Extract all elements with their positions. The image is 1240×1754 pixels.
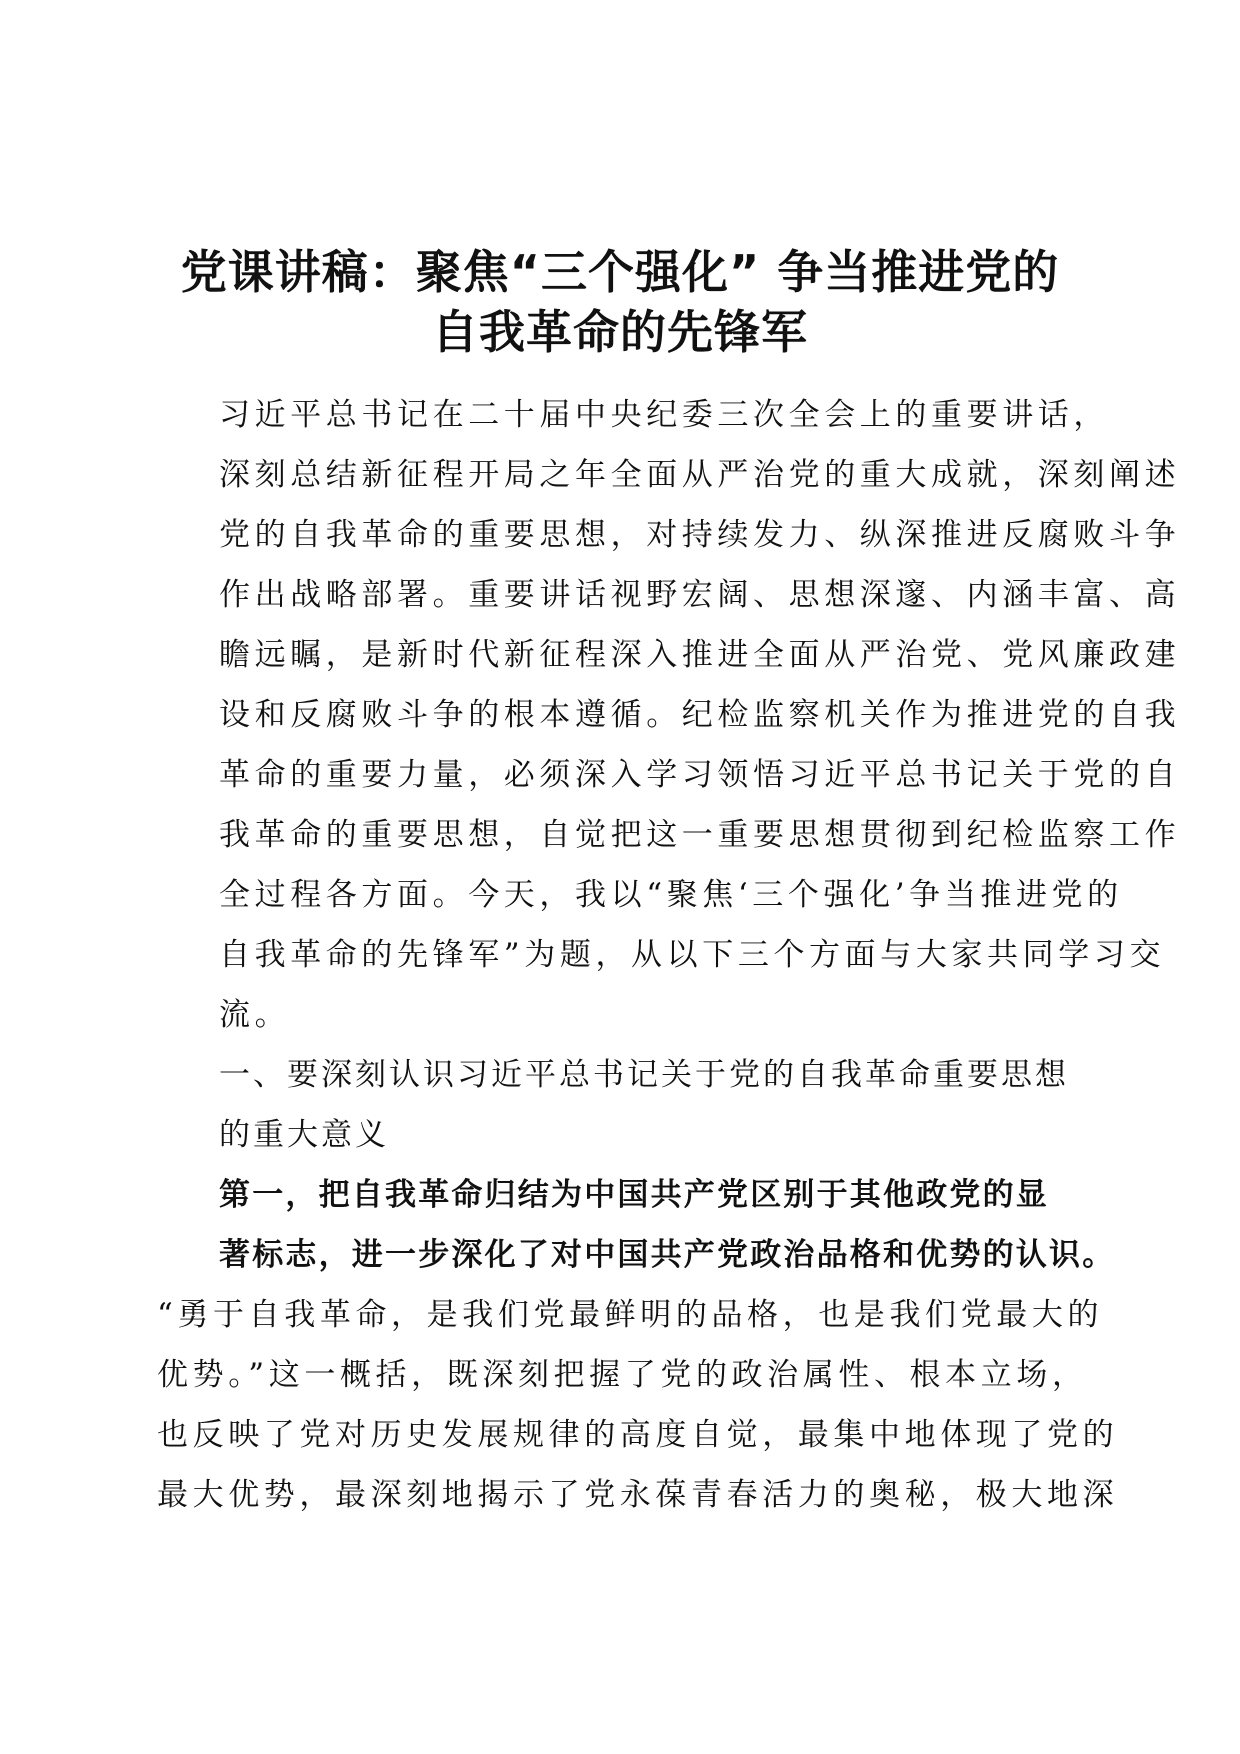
text-line: “勇于自我革命，是我们党最鲜明的品格，也是我们党最大的: [157, 1297, 1104, 1333]
text-line: 全过程各方面。今天，我以“聚焦‘三个强化’争当推进党的: [219, 877, 1123, 913]
bold-line: 第一，把自我革命归结为中国共产党区别于其他政党的显: [219, 1177, 1049, 1213]
title-line: 党课讲稿：聚焦“三个强化” 争当推进党的: [180, 245, 1060, 299]
text-line: 瞻远瞩，是新时代新征程深入推进全面从严治党、党风廉政建: [219, 637, 1181, 673]
section-heading: [157, 1045, 1069, 1165]
text-line: 也反映了党对历史发展规律的高度自觉，最集中地体现了党的: [157, 1417, 1119, 1453]
text-line: 党的自我革命的重要思想，对持续发力、纵深推进反腐败斗争: [219, 517, 1181, 553]
text-line: 最大优势，最深刻地揭示了党永葆青春活力的奥秘，极大地深: [157, 1477, 1119, 1513]
title-line: 自我革命的先锋军: [432, 305, 808, 359]
heading-line: 的重大意义: [219, 1117, 389, 1153]
bold-line: 著标志，进一步深化了对中国共产党政治品格和优势的认识。: [219, 1237, 1116, 1273]
document-title: [120, 242, 1120, 362]
text-line: 习近平总书记在二十届中央纪委三次全会上的重要讲话，: [219, 397, 1109, 433]
text-line: 优势。”这一概括，既深刻把握了党的政治属性、根本立场，: [157, 1357, 1088, 1393]
text-line: 革命的重要力量，必须深入学习领悟习近平总书记关于党的自: [219, 757, 1181, 793]
text-line: 作出战略部署。重要讲话视野宏阔、思想深邃、内涵丰富、高: [219, 577, 1181, 613]
text-line: 设和反腐败斗争的根本遵循。纪检监察机关作为推进党的自我: [219, 697, 1181, 733]
text-line: 我革命的重要思想，自觉把这一重要思想贯彻到纪检监察工作: [219, 817, 1181, 853]
intro-paragraph: [157, 385, 1181, 1045]
text-line: 自我革命的先锋军”为题，从以下三个方面与大家共同学习交: [219, 937, 1166, 973]
point-body-paragraph: [157, 1285, 1119, 1525]
point-bold-lead: [157, 1165, 1116, 1285]
text-line: 流。: [219, 997, 291, 1033]
document-body: [157, 385, 1181, 1525]
text-line: 深刻总结新征程开局之年全面从严治党的重大成就，深刻阐述: [219, 457, 1181, 493]
heading-line: 一、要深刻认识习近平总书记关于党的自我革命重要思想: [219, 1057, 1069, 1093]
